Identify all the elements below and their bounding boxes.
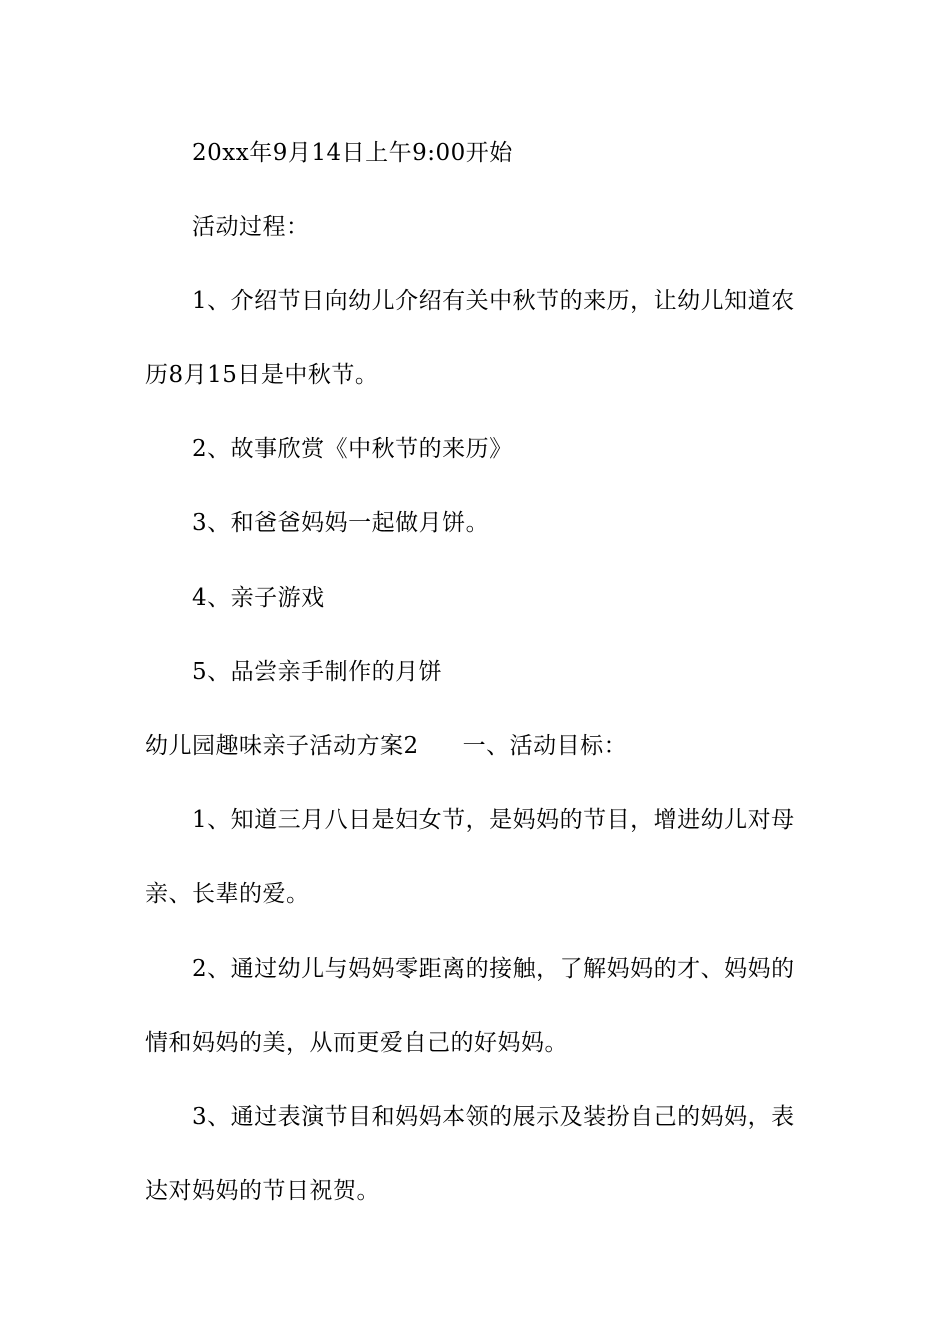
goal-1-line-1: 1、知道三月八日是妇女节，是妈妈的节目，增进幼儿对母	[192, 807, 795, 833]
section-heading-line	[145, 731, 627, 761]
goal-2-line-1: 2、通过幼儿与妈妈零距离的接触，了解妈妈的才、妈妈的	[192, 956, 795, 982]
step-2-line: 2、故事欣赏《中秋节的来历》	[192, 436, 513, 462]
start-time-line: 20xx年9月14日上午9:00开始	[192, 140, 513, 166]
step-4-line: 4、亲子游戏	[192, 585, 325, 611]
section-title: 幼儿园趣味亲子活动方案2	[145, 733, 419, 759]
section-subtitle: 一、活动目标：	[462, 733, 628, 759]
step-5-line: 5、品尝亲手制作的月饼	[192, 659, 443, 685]
goal-1-line-2: 亲、长辈的爱。	[145, 881, 310, 907]
step-3-line: 3、和爸爸妈妈一起做月饼。	[192, 510, 490, 536]
goal-2-line-2: 情和妈妈的美，从而更爱自己的好妈妈。	[145, 1030, 568, 1056]
step-1-line-2: 历8月15日是中秋节。	[145, 362, 379, 388]
goal-3-line-2: 达对妈妈的节日祝贺。	[145, 1178, 380, 1204]
process-heading: 活动过程：	[192, 214, 310, 240]
goal-3-line-1: 3、通过表演节目和妈妈本领的展示及装扮自己的妈妈，表	[192, 1104, 795, 1130]
step-1-line-1: 1、介绍节日向幼儿介绍有关中秋节的来历，让幼儿知道农	[192, 288, 795, 314]
